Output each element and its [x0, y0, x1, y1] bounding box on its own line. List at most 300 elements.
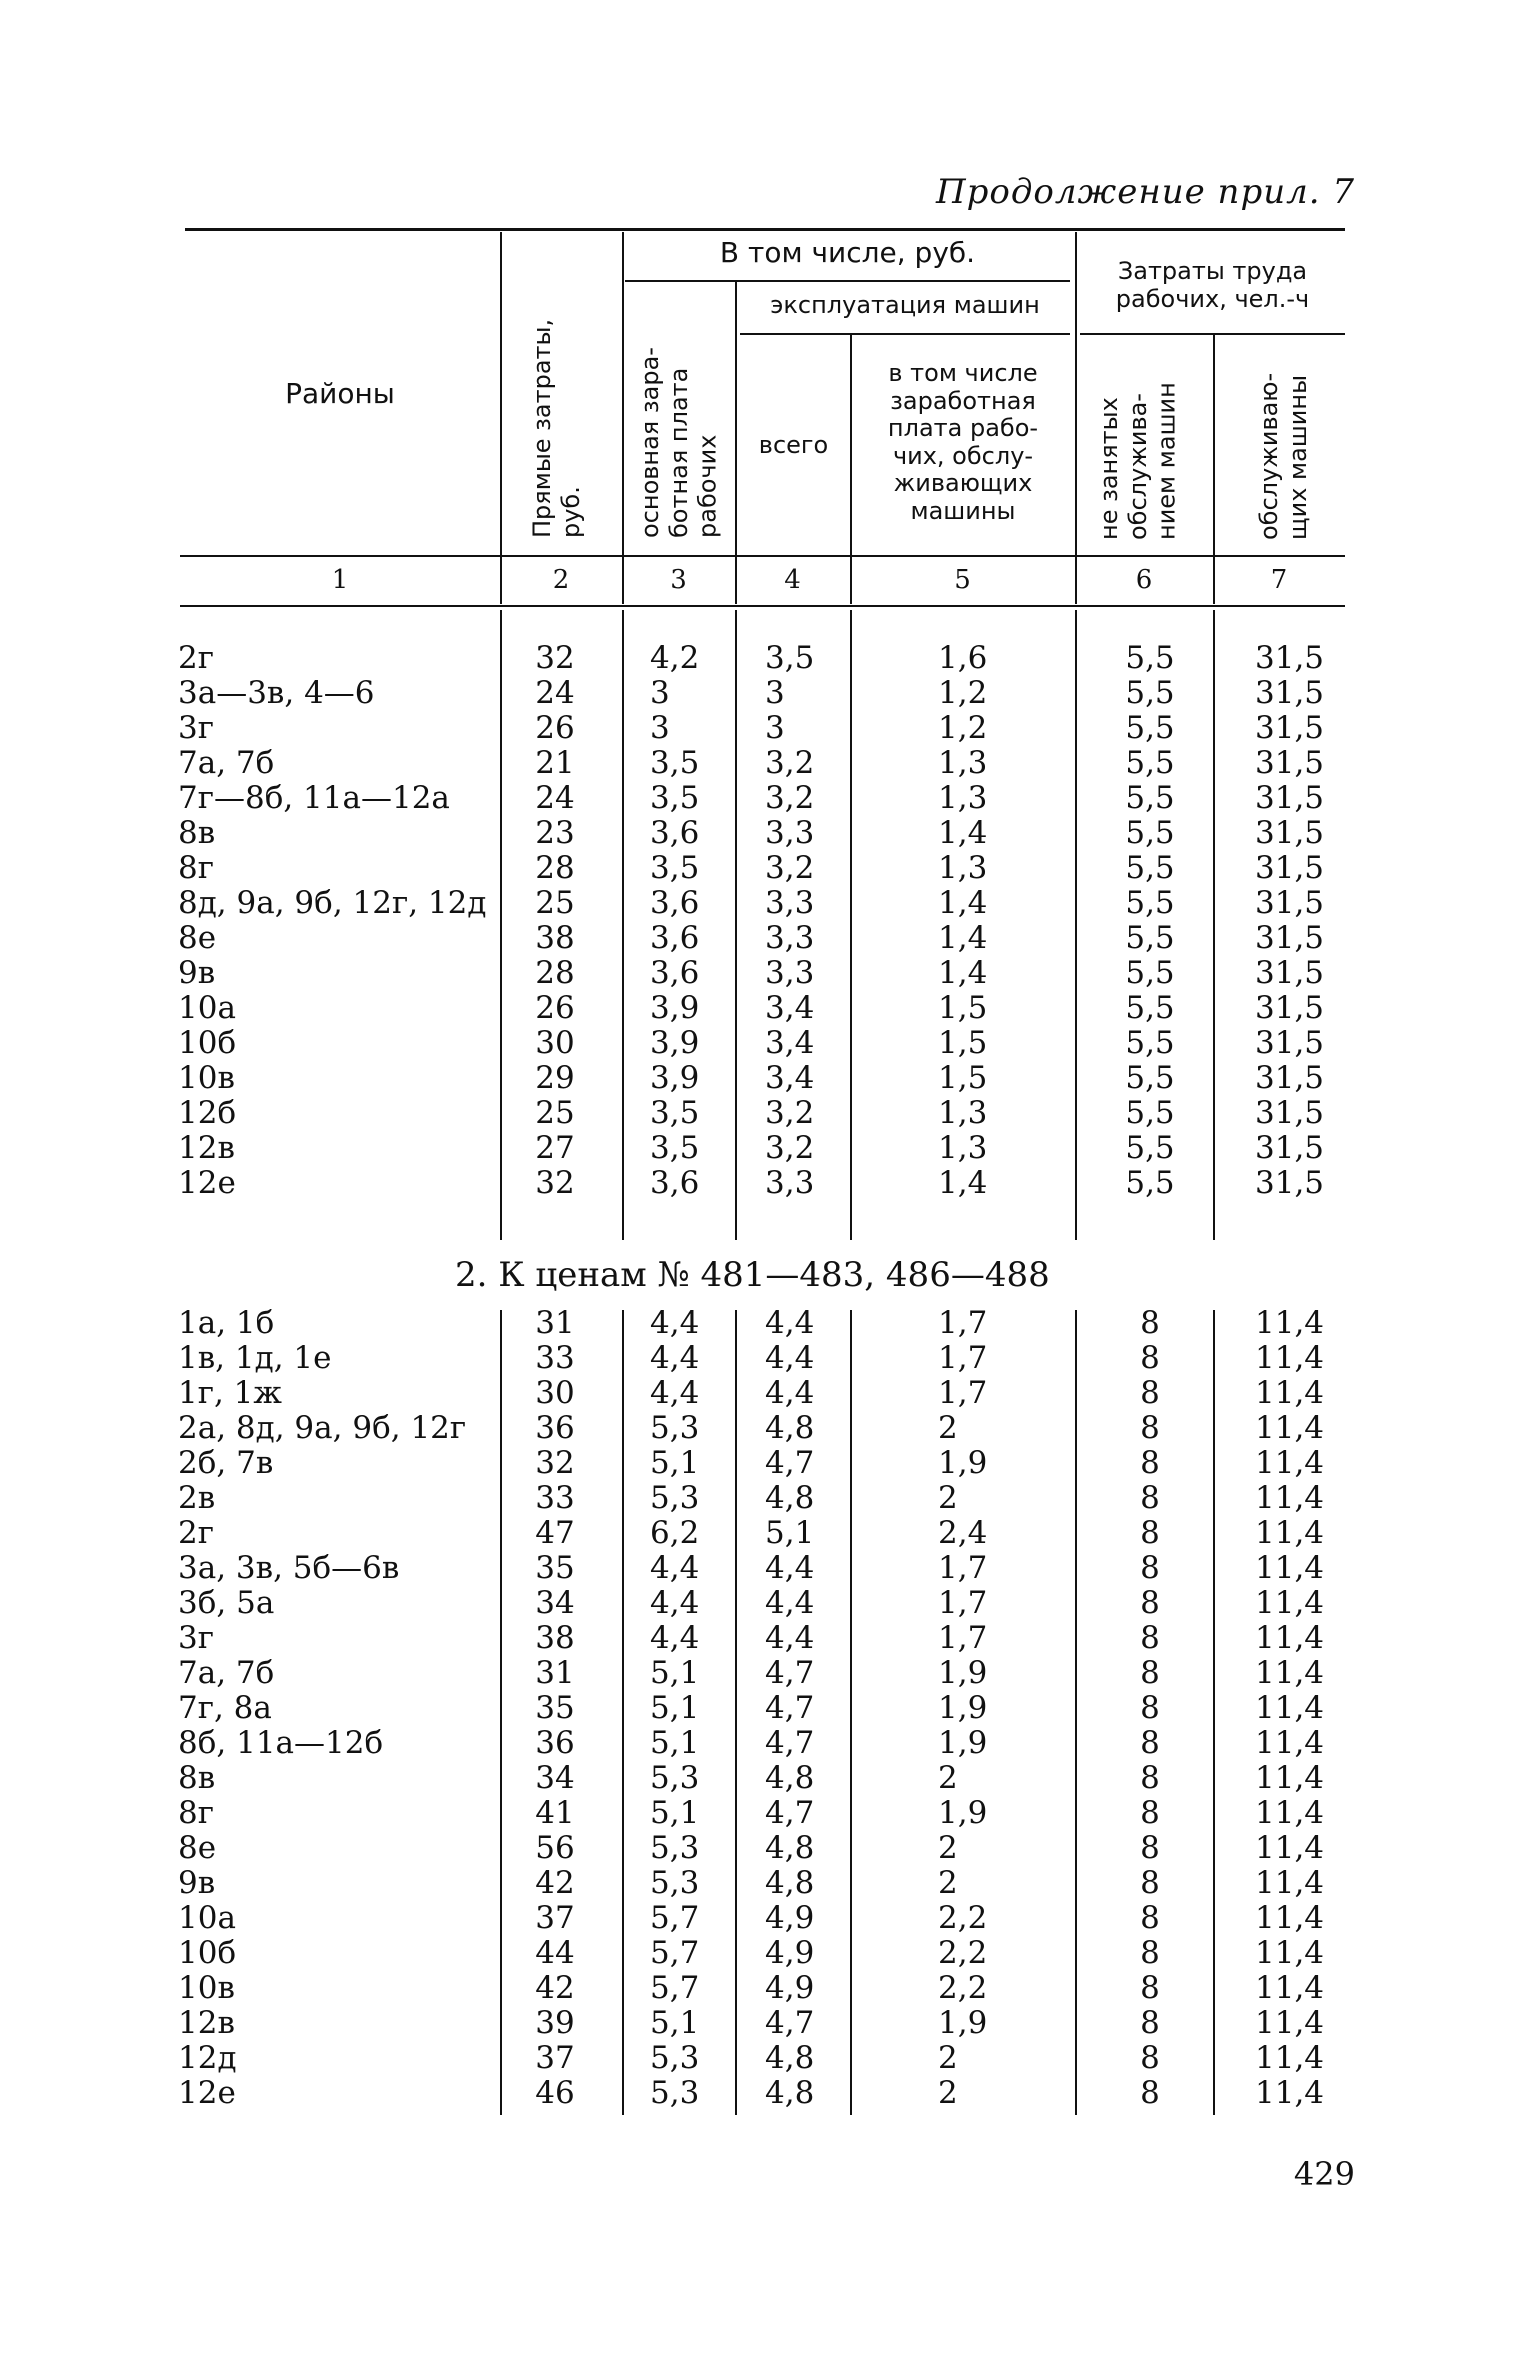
table-cell: 11,4	[1255, 1410, 1325, 1446]
table-cell: 8	[1140, 1550, 1160, 1586]
table-cell: 2	[938, 1410, 958, 1446]
table-cell: 31,5	[1255, 710, 1325, 746]
table-cell: 5,1	[650, 1795, 700, 1831]
table-cell: 4,4	[765, 1585, 815, 1621]
table-cell: 31,5	[1255, 640, 1325, 676]
table-cell: 3б, 5а	[178, 1585, 275, 1621]
table-cell: 2,2	[938, 1970, 988, 2006]
table-cell: 3,6	[650, 815, 700, 851]
table-cell: 5,3	[650, 1410, 700, 1446]
table-row	[0, 640, 1535, 674]
header-basic-wage: основная зара- ботная плата рабочих	[636, 347, 722, 538]
table-row	[0, 710, 1535, 744]
table-cell: 4,4	[765, 1620, 815, 1656]
table-cell: 8	[1140, 2040, 1160, 2076]
table-cell: 1,3	[938, 850, 988, 886]
table-cell: 2б, 7в	[178, 1445, 274, 1481]
table-top-rule	[185, 228, 1345, 231]
table-cell: 7г, 8а	[178, 1690, 272, 1726]
table-cell: 11,4	[1255, 1445, 1325, 1481]
table-cell: 4,9	[765, 1970, 815, 2006]
table-cell: 10а	[178, 1900, 236, 1936]
table-row	[0, 2005, 1535, 2039]
table-cell: 1,4	[938, 885, 988, 921]
table-cell: 5,3	[650, 1865, 700, 1901]
table-cell: 1,7	[938, 1340, 988, 1376]
header-total: всего	[758, 431, 829, 459]
table-cell: 8	[1140, 1725, 1160, 1761]
table-cell: 3,2	[765, 745, 815, 781]
table-cell: 5,7	[650, 1970, 700, 2006]
table-cell: 3,5	[650, 745, 700, 781]
table-cell: 3а—3в, 4—6	[178, 675, 375, 711]
table-cell: 24	[535, 780, 575, 816]
table-cell: 11,4	[1255, 1585, 1325, 1621]
table-row	[0, 745, 1535, 779]
table-cell: 11,4	[1255, 1480, 1325, 1516]
table-cell: 3,3	[765, 885, 815, 921]
table-cell: 5,3	[650, 2040, 700, 2076]
table-row	[0, 1130, 1535, 1164]
column-numbers-rule	[180, 605, 1345, 607]
table-cell: 8е	[178, 1830, 217, 1866]
table-cell: 7а, 7б	[178, 1655, 275, 1691]
table-cell: 37	[535, 2040, 575, 2076]
table-cell: 8	[1140, 1830, 1160, 1866]
header-sep-6	[1213, 335, 1215, 604]
table-cell: 3,9	[650, 990, 700, 1026]
table-cell: 31,5	[1255, 745, 1325, 781]
table-row	[0, 1970, 1535, 2004]
table-cell: 3,9	[650, 1025, 700, 1061]
table-row	[0, 1830, 1535, 1864]
table-cell: 11,4	[1255, 1830, 1325, 1866]
table-cell: 56	[535, 1830, 575, 1866]
table-cell: 24	[535, 675, 575, 711]
table-cell: 11,4	[1255, 2075, 1325, 2111]
header-sep-2	[622, 232, 624, 604]
table-cell: 4,8	[765, 2075, 815, 2111]
table-cell: 46	[535, 2075, 575, 2111]
table-cell: 5,1	[650, 1725, 700, 1761]
table-cell: 3,5	[650, 1130, 700, 1166]
table-row	[0, 1690, 1535, 1724]
table-row	[0, 1935, 1535, 1969]
table-cell: 7г—8б, 11а—12а	[178, 780, 450, 816]
table-cell: 36	[535, 1410, 575, 1446]
table-cell: 27	[535, 1130, 575, 1166]
table-cell: 34	[535, 1760, 575, 1796]
header-servicing: обслуживаю- щих машины	[1255, 372, 1312, 540]
table-cell: 2	[938, 1865, 958, 1901]
table-cell: 31,5	[1255, 955, 1325, 991]
table-row	[0, 1375, 1535, 1409]
table-cell: 5,1	[650, 2005, 700, 2041]
table-row	[0, 885, 1535, 919]
table-row	[0, 1725, 1535, 1759]
table-row	[0, 675, 1535, 709]
table-cell: 8	[1140, 1795, 1160, 1831]
table-cell: 8	[1140, 1375, 1160, 1411]
table-cell: 1,4	[938, 1165, 988, 1201]
table-cell: 11,4	[1255, 2005, 1325, 2041]
table-cell: 5,5	[1125, 1025, 1175, 1061]
header-sep-5	[1075, 232, 1077, 604]
table-row	[0, 850, 1535, 884]
table-cell: 3	[765, 710, 785, 746]
table-cell: 11,4	[1255, 1865, 1325, 1901]
table-row	[0, 1165, 1535, 1199]
table-cell: 1,3	[938, 745, 988, 781]
table-cell: 5,5	[1125, 1095, 1175, 1131]
column-number-7: 7	[1270, 565, 1288, 595]
table-cell: 32	[535, 1445, 575, 1481]
table-cell: 2,2	[938, 1900, 988, 1936]
table-cell: 5,7	[650, 1900, 700, 1936]
table-cell: 10в	[178, 1970, 235, 2006]
table-cell: 31,5	[1255, 675, 1325, 711]
table-cell: 4,8	[765, 1830, 815, 1866]
table-cell: 5,5	[1125, 1060, 1175, 1096]
table-cell: 1,9	[938, 1690, 988, 1726]
table-cell: 3,6	[650, 1165, 700, 1201]
table-cell: 1,7	[938, 1550, 988, 1586]
table-cell: 4,4	[650, 1550, 700, 1586]
table-cell: 5,3	[650, 1760, 700, 1796]
table-cell: 11,4	[1255, 1795, 1325, 1831]
column-number-5: 5	[954, 565, 971, 595]
table-cell: 5,1	[650, 1445, 700, 1481]
table-cell: 6,2	[650, 1515, 700, 1551]
table-row	[0, 1305, 1535, 1339]
table-cell: 1,2	[938, 710, 988, 746]
table-cell: 4,4	[765, 1375, 815, 1411]
table-cell: 8	[1140, 1480, 1160, 1516]
table-row	[0, 1795, 1535, 1829]
table-cell: 34	[535, 1585, 575, 1621]
table-cell: 4,8	[765, 1480, 815, 1516]
table-cell: 8в	[178, 1760, 216, 1796]
table-cell: 8	[1140, 1760, 1160, 1796]
table-cell: 4,4	[650, 1340, 700, 1376]
table-cell: 5,5	[1125, 920, 1175, 956]
table-cell: 4,7	[765, 1725, 815, 1761]
continuation-title: Продолжение прил. 7	[936, 172, 1355, 212]
table-cell: 3,3	[765, 920, 815, 956]
table-cell: 5,5	[1125, 1130, 1175, 1166]
table-cell: 25	[535, 885, 575, 921]
table-cell: 3,5	[650, 780, 700, 816]
table-cell: 8	[1140, 1900, 1160, 1936]
table-cell: 2г	[178, 640, 214, 676]
table-cell: 3,9	[650, 1060, 700, 1096]
table-cell: 3,3	[765, 815, 815, 851]
table-cell: 32	[535, 1165, 575, 1201]
table-cell: 44	[535, 1935, 575, 1971]
table-cell: 8	[1140, 1585, 1160, 1621]
column-number-1: 1	[331, 565, 349, 595]
table-cell: 10б	[178, 1935, 237, 1971]
table-cell: 4,7	[765, 2005, 815, 2041]
table-cell: 12в	[178, 2005, 235, 2041]
table-row	[0, 2075, 1535, 2109]
table-cell: 4,4	[650, 1585, 700, 1621]
table-cell: 5,5	[1125, 990, 1175, 1026]
table-cell: 12в	[178, 1130, 235, 1166]
table-cell: 5,5	[1125, 675, 1175, 711]
table-cell: 2в	[178, 1480, 216, 1516]
table-cell: 37	[535, 1900, 575, 1936]
table-cell: 4,4	[650, 1620, 700, 1656]
table-cell: 10а	[178, 990, 236, 1026]
table-cell: 5,1	[765, 1515, 815, 1551]
table-row	[0, 1340, 1535, 1374]
header-labor: Затраты труда рабочих, чел.-ч	[1115, 257, 1310, 313]
table-cell: 4,7	[765, 1445, 815, 1481]
table-cell: 5,5	[1125, 955, 1175, 991]
table-cell: 32	[535, 640, 575, 676]
header-districts: Районы	[285, 377, 395, 410]
table-row	[0, 1550, 1535, 1584]
table-row	[0, 955, 1535, 989]
table-cell: 4,9	[765, 1935, 815, 1971]
table-cell: 12б	[178, 1095, 237, 1131]
table-cell: 1,9	[938, 1725, 988, 1761]
table-cell: 35	[535, 1550, 575, 1586]
table-row	[0, 1620, 1535, 1654]
table-cell: 31,5	[1255, 1165, 1325, 1201]
table-cell: 11,4	[1255, 1550, 1325, 1586]
table-cell: 8г	[178, 1795, 214, 1831]
table-cell: 8	[1140, 2005, 1160, 2041]
table-cell: 12е	[178, 1165, 236, 1201]
header-incl-wage: в том числе заработная плата рабо- чих, обслу- живающих машины	[887, 359, 1039, 525]
table-cell: 3,5	[650, 850, 700, 886]
table-cell: 29	[535, 1060, 575, 1096]
header-not-servicing: не занятых обслужива- нием машин	[1095, 382, 1181, 540]
of-which-underline	[625, 280, 1070, 282]
table-cell: 5,5	[1125, 885, 1175, 921]
table-cell: 11,4	[1255, 1935, 1325, 1971]
table-cell: 8	[1140, 1655, 1160, 1691]
table-cell: 31,5	[1255, 1060, 1325, 1096]
table-cell: 8	[1140, 1515, 1160, 1551]
table-cell: 21	[535, 745, 575, 781]
table-cell: 4,8	[765, 1760, 815, 1796]
column-number-3: 3	[670, 565, 687, 595]
table-cell: 11,4	[1255, 2040, 1325, 2076]
table-cell: 33	[535, 1480, 575, 1516]
table-cell: 5,1	[650, 1655, 700, 1691]
table-cell: 1,7	[938, 1585, 988, 1621]
table-cell: 5,5	[1125, 1165, 1175, 1201]
table-cell: 1,5	[938, 990, 988, 1026]
table-cell: 2	[938, 1760, 958, 1796]
table-cell: 5,1	[650, 1690, 700, 1726]
table-row	[0, 780, 1535, 814]
table-cell: 3,4	[765, 990, 815, 1026]
table-cell: 3а, 3в, 5б—6в	[178, 1550, 400, 1586]
table-cell: 3,2	[765, 1130, 815, 1166]
table-cell: 4,8	[765, 1865, 815, 1901]
table-cell: 4,4	[650, 1375, 700, 1411]
table-cell: 8	[1140, 1410, 1160, 1446]
table-row	[0, 1655, 1535, 1689]
table-row	[0, 1900, 1535, 1934]
table-cell: 36	[535, 1725, 575, 1761]
section-2-title: 2. К ценам № 481—483, 486—488	[455, 1255, 1050, 1295]
table-cell: 8	[1140, 1690, 1160, 1726]
header-of-which: В том числе, руб.	[719, 236, 976, 269]
table-cell: 8	[1140, 1935, 1160, 1971]
table-cell: 3,6	[650, 955, 700, 991]
table-cell: 3,6	[650, 920, 700, 956]
table-cell: 23	[535, 815, 575, 851]
header-machine-operation: эксплуатация машин	[770, 291, 1040, 319]
table-cell: 3,3	[765, 955, 815, 991]
table-cell: 2	[938, 1480, 958, 1516]
table-cell: 25	[535, 1095, 575, 1131]
table-cell: 31,5	[1255, 885, 1325, 921]
table-cell: 12д	[178, 2040, 237, 2076]
table-cell: 7а, 7б	[178, 745, 275, 781]
table-cell: 5,5	[1125, 710, 1175, 746]
header-sep-1	[500, 232, 502, 604]
table-cell: 8в	[178, 815, 216, 851]
table-cell: 28	[535, 955, 575, 991]
table-cell: 5,5	[1125, 815, 1175, 851]
table-cell: 31,5	[1255, 815, 1325, 851]
table-row	[0, 815, 1535, 849]
table-cell: 11,4	[1255, 1620, 1325, 1656]
table-cell: 4,4	[765, 1305, 815, 1341]
table-cell: 42	[535, 1865, 575, 1901]
table-cell: 5,5	[1125, 850, 1175, 886]
table-cell: 31,5	[1255, 850, 1325, 886]
page-number: 429	[1293, 2155, 1355, 2193]
table-cell: 31,5	[1255, 990, 1325, 1026]
table-cell: 5,3	[650, 1480, 700, 1516]
table-row	[0, 1865, 1535, 1899]
table-cell: 8е	[178, 920, 217, 956]
table-cell: 31,5	[1255, 1095, 1325, 1131]
table-cell: 31,5	[1255, 780, 1325, 816]
table-cell: 11,4	[1255, 1725, 1325, 1761]
table-cell: 11,4	[1255, 1305, 1325, 1341]
table-cell: 2	[938, 1830, 958, 1866]
table-row	[0, 1095, 1535, 1129]
table-cell: 3г	[178, 710, 214, 746]
table-cell: 28	[535, 850, 575, 886]
table-cell: 47	[535, 1515, 575, 1551]
table-cell: 1,2	[938, 675, 988, 711]
table-cell: 3,5	[650, 1095, 700, 1131]
table-cell: 5,3	[650, 1830, 700, 1866]
column-number-2: 2	[552, 565, 570, 595]
table-cell: 8г	[178, 850, 214, 886]
table-cell: 3,2	[765, 850, 815, 886]
table-cell: 31	[535, 1655, 575, 1691]
table-cell: 11,4	[1255, 1970, 1325, 2006]
table-cell: 11,4	[1255, 1340, 1325, 1376]
table-cell: 4,4	[765, 1340, 815, 1376]
column-number-6: 6	[1135, 565, 1153, 595]
table-cell: 26	[535, 990, 575, 1026]
table-row	[0, 920, 1535, 954]
table-cell: 3	[650, 675, 670, 711]
table-cell: 1,5	[938, 1060, 988, 1096]
table-cell: 1,9	[938, 2005, 988, 2041]
table-cell: 4,9	[765, 1900, 815, 1936]
table-cell: 1,4	[938, 815, 988, 851]
table-cell: 2	[938, 2040, 958, 2076]
table-cell: 1,4	[938, 920, 988, 956]
table-row	[0, 1060, 1535, 1094]
table-cell: 1,3	[938, 780, 988, 816]
table-cell: 31	[535, 1305, 575, 1341]
table-cell: 5,5	[1125, 780, 1175, 816]
table-cell: 2,4	[938, 1515, 988, 1551]
table-cell: 38	[535, 920, 575, 956]
table-cell: 1,9	[938, 1445, 988, 1481]
table-cell: 1г, 1ж	[178, 1375, 282, 1411]
table-cell: 4,2	[650, 640, 700, 676]
table-cell: 42	[535, 1970, 575, 2006]
table-cell: 11,4	[1255, 1655, 1325, 1691]
table-cell: 31,5	[1255, 920, 1325, 956]
table-cell: 4,7	[765, 1690, 815, 1726]
table-cell: 5,5	[1125, 640, 1175, 676]
table-cell: 3	[765, 675, 785, 711]
table-cell: 1,4	[938, 955, 988, 991]
column-number-4: 4	[784, 565, 801, 595]
table-cell: 8	[1140, 1305, 1160, 1341]
table-row	[0, 2040, 1535, 2074]
table-cell: 4,4	[765, 1550, 815, 1586]
table-cell: 11,4	[1255, 1375, 1325, 1411]
table-cell: 31,5	[1255, 1025, 1325, 1061]
table-cell: 26	[535, 710, 575, 746]
table-cell: 2г	[178, 1515, 214, 1551]
table-cell: 9в	[178, 955, 216, 991]
table-row	[0, 1445, 1535, 1479]
table-cell: 8	[1140, 1620, 1160, 1656]
table-cell: 1,7	[938, 1620, 988, 1656]
table-cell: 1,6	[938, 640, 988, 676]
table-cell: 2а, 8д, 9а, 9б, 12г	[178, 1410, 467, 1446]
table-row	[0, 1760, 1535, 1794]
table-row	[0, 990, 1535, 1024]
table-cell: 4,7	[765, 1795, 815, 1831]
table-cell: 31,5	[1255, 1130, 1325, 1166]
table-cell: 1,7	[938, 1375, 988, 1411]
table-cell: 1,3	[938, 1095, 988, 1131]
table-cell: 5,5	[1125, 745, 1175, 781]
header-direct-costs: Прямые затраты, руб.	[528, 318, 585, 538]
table-cell: 8	[1140, 2075, 1160, 2111]
table-cell: 1,3	[938, 1130, 988, 1166]
table-cell: 8	[1140, 1970, 1160, 2006]
table-row	[0, 1410, 1535, 1444]
table-cell: 9в	[178, 1865, 216, 1901]
table-cell: 11,4	[1255, 1690, 1325, 1726]
table-cell: 5,3	[650, 2075, 700, 2111]
table-cell: 39	[535, 2005, 575, 2041]
table-row	[0, 1025, 1535, 1059]
table-cell: 10в	[178, 1060, 235, 1096]
table-row	[0, 1480, 1535, 1514]
table-cell: 8б, 11а—12б	[178, 1725, 384, 1761]
